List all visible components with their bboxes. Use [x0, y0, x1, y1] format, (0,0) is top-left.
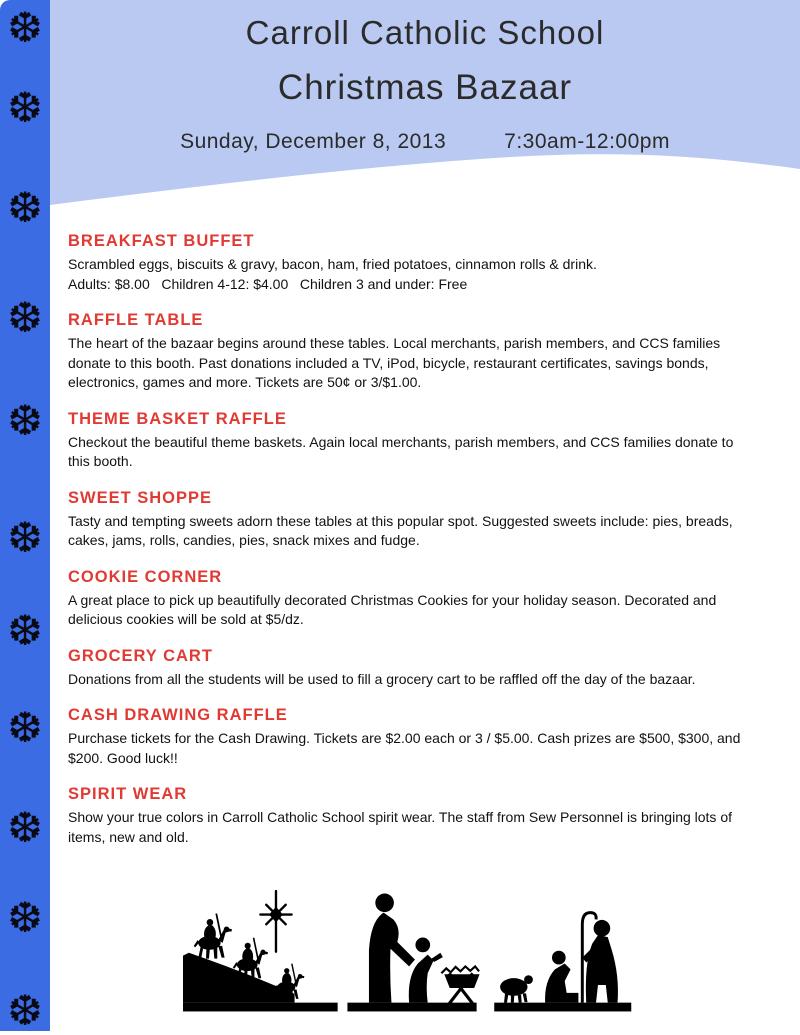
nativity-silhouette-image: [183, 864, 643, 1016]
section-body: A great place to pick up beautifully decorated Christmas Cookies for your holiday season. Decorated and delicious cookies will be sold at $5/dz.: [68, 591, 717, 627]
snowflake-icon: ❆: [7, 893, 43, 942]
section-body: The heart of the bazaar begins around these tables. Local merchants, parish members, and CCS families donate to this booth. Past donations included a TV, iPod, bicycle, restaurant certificates, savings bonds, electronics, games and more. Tickets are 50¢ or 3/$1.00.: [68, 335, 721, 390]
event-date: Sunday, December 8, 2013: [180, 130, 447, 153]
section-title: SWEET SHOPPE: [68, 488, 213, 507]
event-datetime: [50, 130, 800, 154]
header: [50, 0, 800, 207]
section-prices: Adults: $8.00 Children 4-12: $4.00 Children 3 and under: Free: [68, 275, 468, 292]
event-time: 7:30am-12:00pm: [504, 130, 670, 153]
section-body: Tasty and tempting sweets adorn these tables at this popular spot. Suggested sweets include: pies, breads, cakes, jams, rolls, candies, pies, snack mixes and fudge.: [68, 512, 733, 548]
section-body: Checkout the beautiful theme baskets. Again local merchants, parish members, and CCS families donate to this booth.: [68, 433, 734, 469]
snowflake-icon: ❆: [7, 986, 43, 1035]
event-title: Christmas Bazaar: [277, 68, 573, 107]
section-title: COOKIE CORNER: [68, 567, 223, 586]
section-spirit-wear: [68, 785, 758, 847]
snowflake-icon: ❆: [7, 606, 43, 655]
section-title: GROCERY CART: [68, 646, 213, 665]
section-title: SPIRIT WEAR: [68, 785, 188, 803]
snowflake-icon: ❆: [7, 803, 43, 852]
snowflake-sidebar: [0, 0, 50, 1035]
snowflake-icon: ❆: [7, 293, 43, 342]
section-body: Donations from all the students will be used to fill a grocery cart to be raffled off the day of the bazaar.: [68, 670, 696, 687]
section-title: RAFFLE TABLE: [68, 311, 204, 329]
snowflake-icon: ❆: [7, 396, 43, 445]
section-cookie-corner: [68, 568, 758, 630]
section-sweet-shoppe: [68, 489, 758, 551]
section-raffle-table: [68, 311, 758, 393]
section-body: Show your true colors in Carroll Catholic School spirit wear. The staff from Sew Personnel is bringing lots of items, new and old.: [68, 809, 733, 845]
section-cash-drawing-raffle: [68, 706, 758, 768]
section-theme-basket-raffle: [68, 410, 758, 472]
section-grocery-cart: [68, 647, 758, 690]
school-name: Carroll Catholic School: [245, 14, 605, 51]
snowflake-icon: ❆: [7, 3, 43, 52]
snowflake-icon: ❆: [7, 183, 43, 232]
section-body: Scrambled eggs, biscuits & gravy, bacon, ham, fried potatoes, cinnamon rolls & drink.: [68, 256, 597, 272]
section-breakfast-buffet: [68, 232, 758, 294]
section-title: THEME BASKET RAFFLE: [68, 409, 287, 428]
section-body: Purchase tickets for the Cash Drawing. Tickets are $2.00 each or 3 / $5.00. Cash prizes are $500, $300, and $200. Good luck!!: [68, 730, 741, 766]
section-title: BREAKFAST BUFFET: [68, 232, 255, 250]
snowflake-icon: ❆: [7, 703, 43, 752]
snowflake-icon: ❆: [7, 83, 43, 132]
section-list: [68, 232, 758, 864]
section-title: CASH DRAWING RAFFLE: [68, 706, 288, 724]
snowflake-icon: ❆: [7, 513, 43, 562]
